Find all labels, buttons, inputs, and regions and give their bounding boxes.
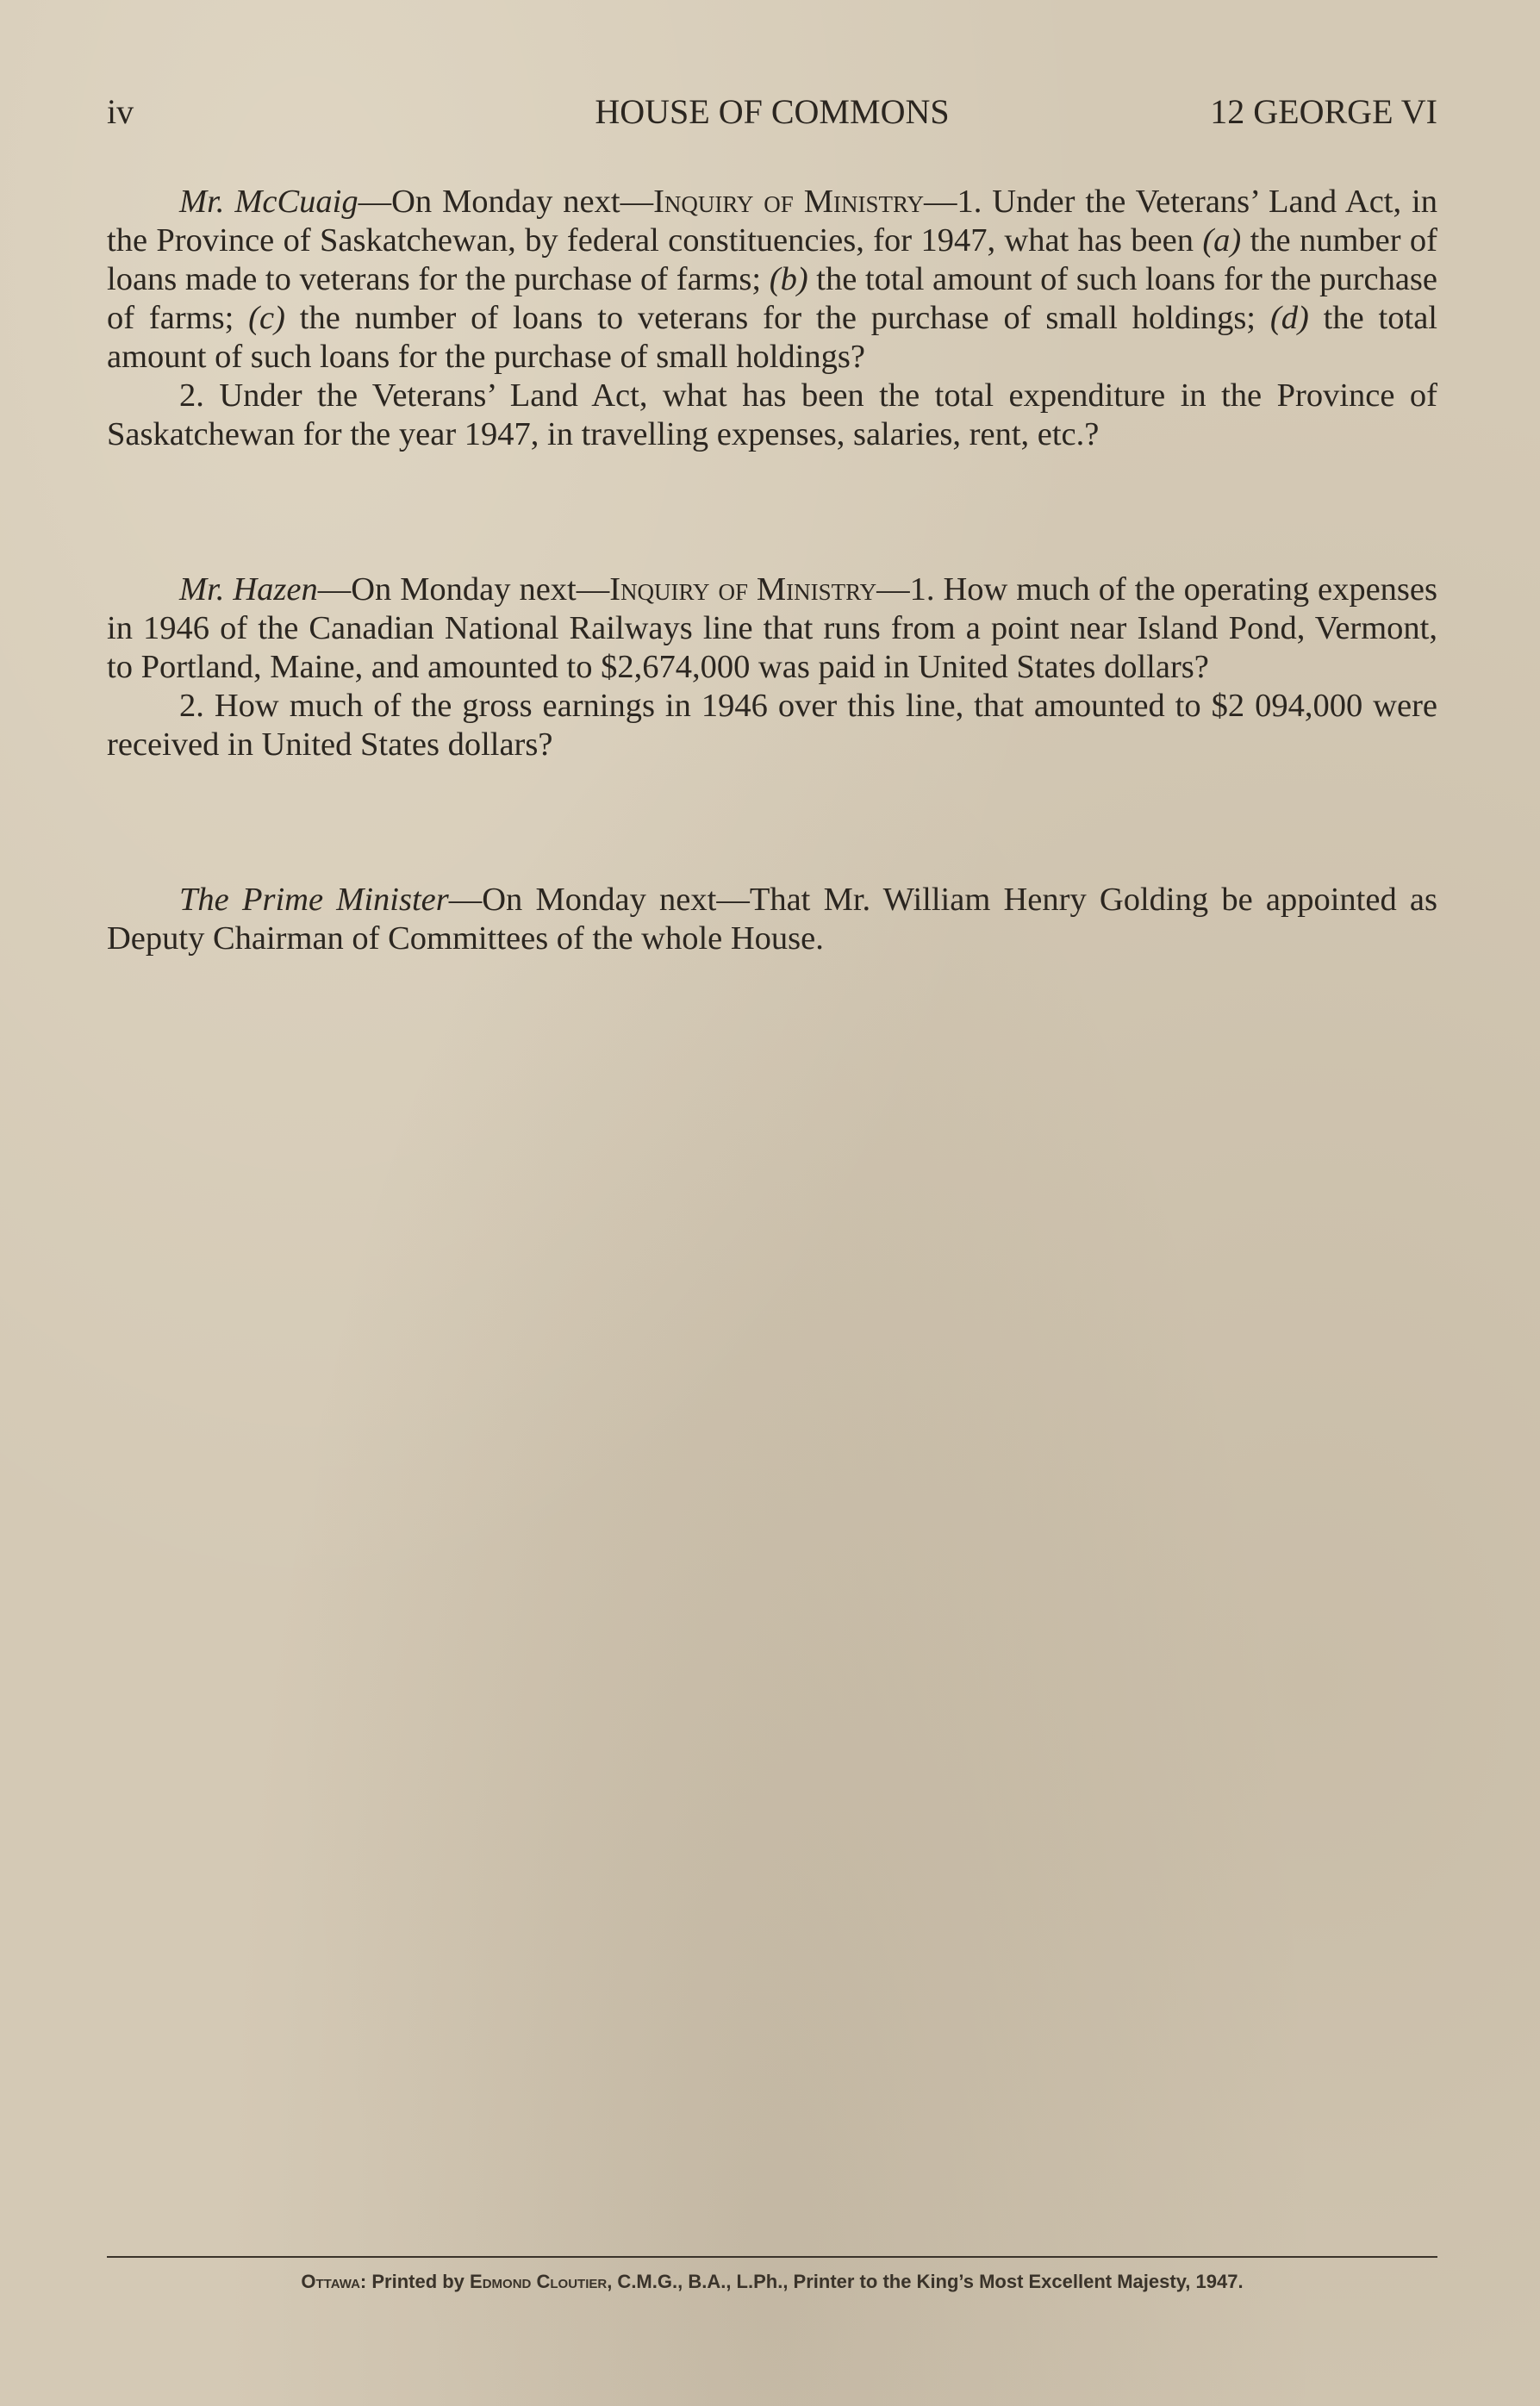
inquiry-label: Inquiry of Ministry — [609, 571, 877, 608]
item-text-a: the number of loans made to veterans for the purchase of farms; — [107, 222, 1437, 297]
notice-prime-minister — [107, 881, 1437, 958]
speaker-name: Mr. McCuaig — [179, 184, 359, 220]
notice-mccuaig — [107, 183, 1437, 454]
speaker-name: The Prime Minister — [179, 882, 449, 918]
item-marker-c: (c) — [248, 300, 285, 336]
speaker-name: Mr. Hazen — [179, 571, 318, 608]
spacer — [107, 764, 1437, 881]
page-number: iv — [107, 92, 134, 131]
footer-rule — [107, 2256, 1437, 2258]
notice-question-1 — [107, 183, 1437, 377]
notice-intro: —On Monday next— — [358, 184, 654, 220]
question-text: —1. Under the Veterans’ Land Act, in the Province of Saskatchewan, by federal constituencies, for 1947, what has been — [107, 184, 1437, 259]
notice-question-1 — [107, 570, 1437, 687]
motion-text: —On Monday next—That Mr. William Henry Golding be appointed as Deputy Chairman of Committees of the whole House. — [107, 882, 1437, 957]
item-text-c: the number of loans to veterans for the purchase of small holdings; — [284, 300, 1270, 336]
imprint-printed-by: : Printed by — [359, 2271, 471, 2292]
notice-question-2: 2. Under the Veterans’ Land Act, what has been the total expenditure in the Province of Saskatchewan for the year 1947, in travelling expenses, salaries, rent, etc.? — [107, 377, 1437, 452]
running-header — [107, 86, 1437, 138]
spacer — [107, 454, 1437, 570]
imprint-details: , C.M.G., B.A., L.Ph., Printer to the King’s Most Excellent Majesty, 1947. — [607, 2271, 1244, 2292]
notice-hazen — [107, 570, 1437, 764]
item-marker-d: (d) — [1269, 300, 1309, 336]
header-title: HOUSE OF COMMONS — [595, 92, 950, 131]
notice-question-2: 2. How much of the gross earnings in 1946 over this line, that amounted to $2 094,000 were received in United States dollars? — [107, 688, 1437, 763]
document-page — [107, 0, 1437, 2406]
notice-motion — [107, 881, 1437, 958]
item-marker-b: (b) — [769, 261, 808, 297]
notice-intro: —On Monday next— — [317, 571, 610, 608]
item-text-d: the total amount of such loans for the purchase of small holdings? — [107, 300, 1437, 375]
printer-imprint — [107, 2266, 1437, 2297]
question-text: —1. How much of the operating expenses in 1946 of the Canadian National Railways line that runs from a point near Island Pond, Vermont, to Portland, Maine, and amounted to $2,674,000 was paid in United States dollars? — [107, 571, 1437, 685]
inquiry-label: Inquiry of Ministry — [653, 184, 924, 220]
header-regnal-year: 12 GEORGE VI — [1210, 92, 1437, 131]
notices-body — [107, 183, 1437, 958]
imprint-city: Ottawa — [301, 2271, 360, 2292]
item-marker-a: (a) — [1202, 222, 1242, 259]
imprint-printer-name: Edmond Cloutier — [470, 2271, 608, 2292]
item-text-b: the total amount of such loans for the purchase of farms; — [107, 261, 1437, 336]
